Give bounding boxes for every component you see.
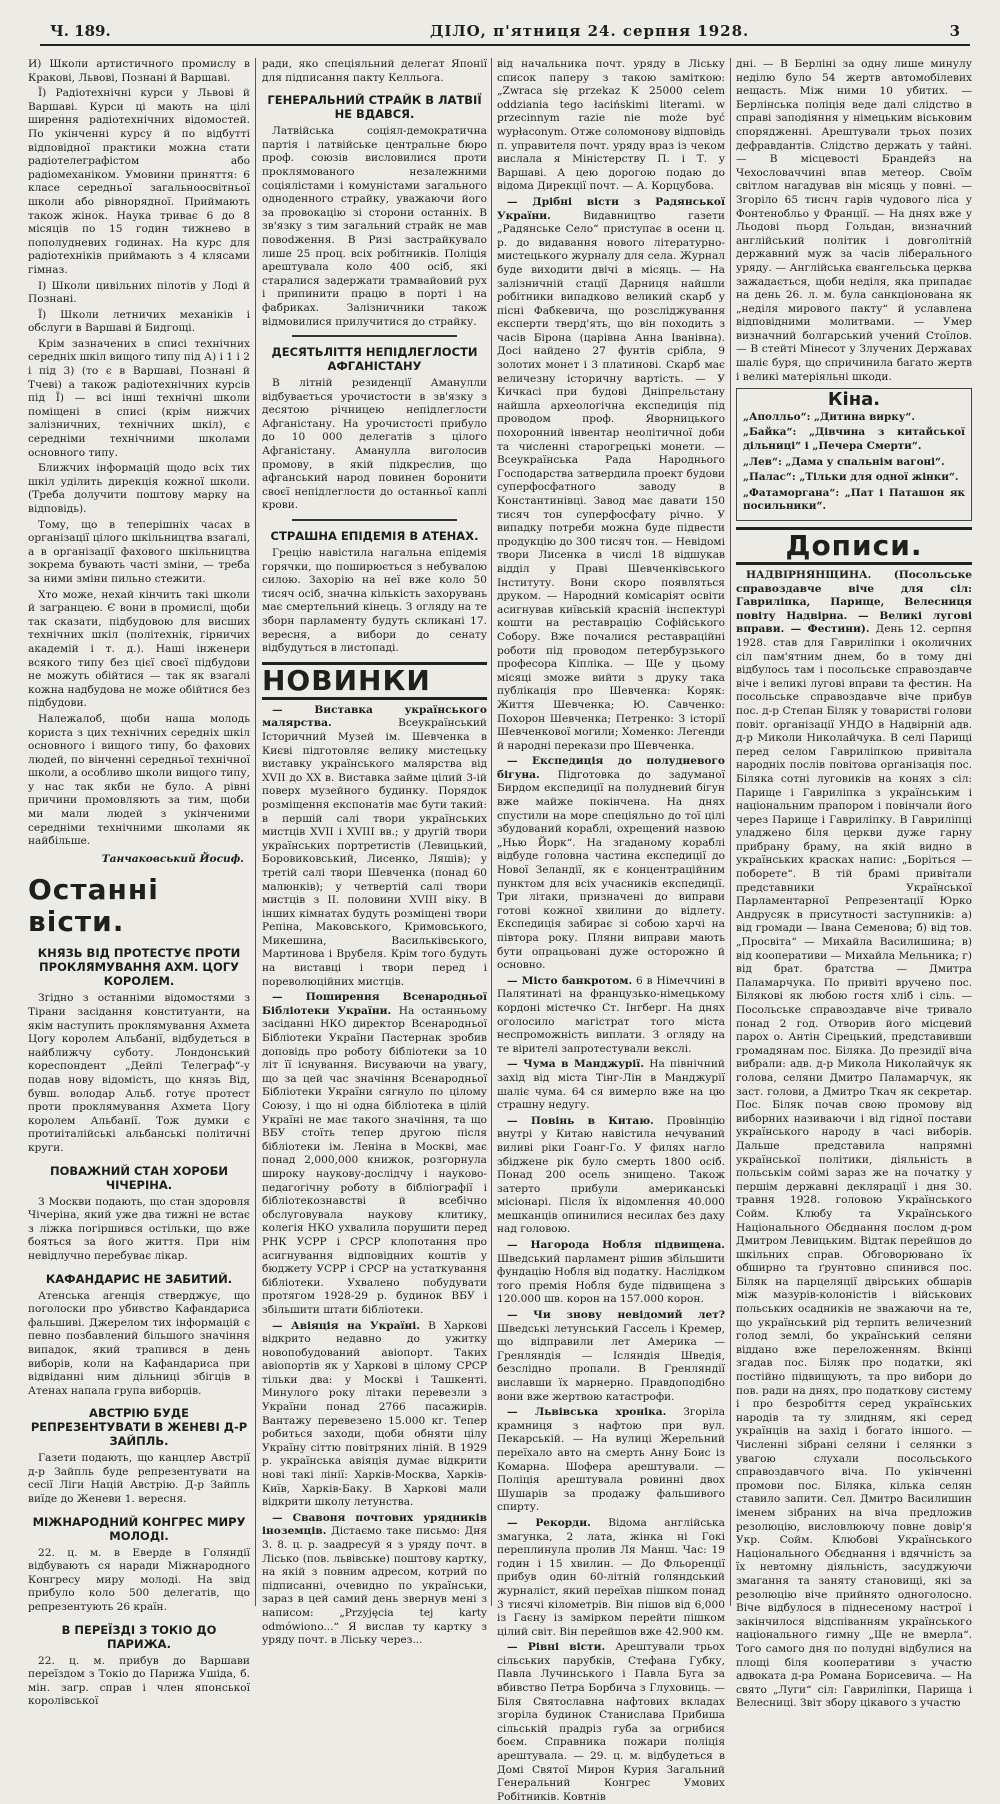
item-text: Підготовка до задуманої Бирдом експедиції на полудневий бігун вже майже покінчена. На днях спустили на море спеціяльно до тої цілі збудований кораблі, охрещений назвою „Нью Йорк“. На згаданому кораблі відбуде головна частина експедиції до Нової Зеландії, як є концентраційним пунктом для всіх учасників експедиції. Три літаки, призначені до виправи готові кожної хвилини до відлету. Експедиція забирає зі собою харчі на півтора року. Пляни виправи мають бути опрацьовані дуже осторожно й основно. — [497, 768, 725, 972]
item-text: Провінцію внутрі у Китаю навістила нечуваний виливі ріки Гоанг-Го. У филях нагло збіджене рік було смерть 1800 осіб. Понад 200 осель знищено. Також затерто прибули американські місіонарі. Після їх відомлення 40.000 мешканців опинилися несилах без даху над головою. — [497, 1114, 725, 1236]
item-text: Дістаємо таке письмо: Дня 3. 8. ц. р. заадресуй я з уряду почт. в Лісько (пов. львівське) поштову картку, на якій з повним адресом, котрий по підписанні, очевидно по українськи, зараз в цей самий день звернув мені з написом: „Przyjęcia tej karty odmówiono...“ Я вислав ту картку з уряду почт. в Ліську через... — [262, 1525, 488, 1647]
item-text: Видавництво газети „Радянське Село“ приступає в осени ц. р. до видавання нового літературно-мистецького журналу для села. Журнал буде виходити двічі в місяць. — На залізничній стації Дарниця найшли робітники випадково великий скарб у пісні Фабкевича, що розсліджування експерти тверд'ять, що він походить з часів Бірона (царівна Анна Іванівна). Досі найдено 27 фунтів срібла, 9 золотих монет і 3 платинові. Скарб має величезну історичну вартість. — У Кичкасі при будові Дніпрельстану найшла археологічна експедиція під проводом проф. Яворницького похоронний інвентар неолітичної доби та численні старогрецькі монети. — Всеукраїнська Рада Народнього Господарства затвердила проект будови суперфосфатного заводу в Константинівці. Завод має давати 150 тисяч тон суперфосфату річно. У випадку потреби можна буде підвести продукцію до 300 тисяч тон. — Невідомі твори Лисенка в числі 18 відшукав відділ у Праві Шевченківського Інституту. Вони скоро появляться друком. — Народний комісаріят освіти асигнував київській красній інспектурі кошти на реставрацію Софійського Собору. Вже почалися реставраційні роботи під проводом петербурзького професора Кіпліка. — Ще у цьому місяці зможе вийти з друку така публікація про Шевченка: Коряк: Життя Шевченка; Ю. Савченко: Похорон Шевченка; Петренко: З історії Шевченкової могили; Хоменко: Легенди й народні перекази про Шевченка. — [497, 209, 725, 752]
article-text: дні. — В Берліні за одну лише минулу неділю було 54 жертв автомобілевих нещасть. Між ними 10 убитих. — Берлінська поліція веде далі слідство в справі заподіяння у німецьким віськовим спорядженні. Арештували трьох позих дефравдантів. Слідство держать у тайні. — В місцевості Брандейз на Чехословаччині впав метеор. Своїм світлом нагадував він місяць у повні. — Згоріло 65 тиснч гарів чудового ліса у Фонтенобльо у Франції. — На днях вже у Льодові пьорд Гольдан, визначний англійський політик і довголітній державний муж за часів ліберального уряду. — Англійська євангельська церква зажадається, щоби неділя, яка припадає на день 26. л. м. була санкціонована як „неділя мирового пакту“ й уславлена відповідними молитвами. — Умер визначний болгарський учений Стоїлов. — В стейті Мінесот у Злучених Державах шаліє буря, що спричинила багато жертв і великі матеріяльні шкоди. — [736, 58, 972, 383]
item-text: Шведський парламент рішив збільшити фундацію Нобля від податку. Наслідком того премія Нобля буде підвищена з 120.000 шв. корон на 157.000 корон. — [497, 1252, 725, 1306]
item-text: Відома англійська змагунка, 2 лата, жінка ні Гокі переплинула пролив Ля Манш. Час: 19 годин і 15 хвилин. — До Фльоренції прибув один 60-літній голяндський журналіст, який переїхав пішком понад 3 тисячі кілометрів. Він пішов від 6,000 із Гаєну із замірком перейти пішком цілий світ. Він перейшов вже 42.900 км. — [497, 1516, 725, 1638]
page-number: 3 — [949, 22, 960, 40]
column-4 — [736, 58, 972, 1710]
paragraph: И) Школи артистичного промислу в Кракові, Львові, Познані й Варшаві. — [28, 58, 250, 84]
article-text: від начальника почт. уряду в Ліську список паперу з такою заміткою: „Zwraca się przekaz K 25000 celem oddziania tego łacińskimi literami. w przecinnym razie nie może być wypłaconym. Отже соломонову відповідь п. управителя почт. уряду враз із чеком вислала я Міністерству П. і Т. у Варшаві. А цею дорогою подаю до відома Дирекції почт. — А. Корцубова. — [497, 58, 725, 193]
item-text: Шведські летунський Гассель і Кремер, що відправили лет Америка — Гренляндія — Ісляндія Шведія, безслідно пропали. В Гренляндії виславши їх марнерно. Правдоподібно вони вже жертвою катастрофи. — [497, 1322, 725, 1403]
section-heading-latest-news: Останні вісти. — [28, 873, 159, 939]
article-headline: СТРАШНА ЕПІДЕМІЯ В АТЕНАХ. — [270, 529, 479, 544]
item-lead: — Рівні вісти. — [507, 1641, 606, 1654]
paragraph: Крім зазначених в списі технічних середніх шкіл вищого типу під А) і 1 і 2 і під 3) (то є в Варшаві, Познані й Тчеві) а також радіотехнічних курсів під Ї) — всі інші технічні школи поміщені в списі (крім нижчих залізничних, технічних шкіл), є середніми технічними школами основного типу. — [28, 337, 250, 459]
item-lead: — Експедиція до полудневого бігуна. — [497, 755, 725, 781]
article-text: Згідно з останніми відомостями з Тірани засідання конституанти, на якім наступить проклямування Ахмета Цогу королем Альбанії, відбудеться в найближчу суботу. Лондонський кореспондент „Дейлі Телеграф“-у подав нову відомість, що князь Від, бувш. володар Альб. готує протест проти проклямування Ахмета Цогу королем Альбанії. Тож думки є протиіталійські альбанські політичні круги. — [28, 992, 250, 1154]
cinema-listings — [736, 388, 972, 521]
article-text: Латвійська соціял-демократична партія і латвійське центральне бюро проф. союзів висловилися проти проклямованого незалежними соціялістами і комуністами загального одноденного страйку, уважаючи його за провокацію зі сторони останніх. В зв'язку з тим загальний страйк не мав повodження. В Ризі застрайкувало лише 25 проц. всіх робітників. Поліція арештувала коло 400 осіб, які старалися задержати трамвайовий рух і припинити працю в порті і на фабриках. Залізничники також відмовилися прилучитися до страйку. — [262, 125, 487, 328]
cinema-heading: Кіна. — [827, 389, 881, 411]
column-3 — [497, 58, 726, 1803]
article-text: Газети подають, що канцлер Австрії д-р Зайпль буде репрезентувати на сесії Ліги Націй Австрію. Д-р Зайпль виїде до Женеви 1. вересня. — [28, 1452, 250, 1506]
section-heading-novynky: НОВИНКИ — [262, 662, 487, 700]
item-lead: — Свавоня почтових урядників іноземців. — [262, 1511, 487, 1538]
column-2 — [262, 58, 488, 1647]
item-lead: — Чи знову невідомий лет? — [507, 1309, 725, 1322]
article-text: 22. ц. м. в Еверде в Голяндії відбувають ся наради Міжнародного Конгресу миру молоді. На звід прибуло коло 500 делегатів, що репрезентують 26 країн. — [28, 1546, 250, 1614]
column-rule — [255, 58, 256, 1606]
author-signature: Танчаковський Йосиф. — [101, 852, 244, 865]
cinema-listing: „Фатаморгана“: „Пат і Паташон як посильники“. — [743, 486, 965, 513]
divider — [292, 335, 457, 337]
item-text: В Харкові відкрито недавно до ужитку новопобудований авіопорт. Таких авіопортів як у Харкові в цілому СРСР тільки два: у Москві і Ташкенті. Минулого року літаки перевезли з України понад 2766 пасажирів. Вантажу перевезено 15.000 кг. Тепер робиться заходи, щоби обняти цілу Україну сіттю повітряних ліній. В 1929 р. українська авіяція думає відкрити нові такі лінії: Харків-Москва, Харків-Київ, Харків-Баку. В Харкові мали відкрити школу летунства. — [262, 1319, 487, 1509]
article-text: Грецію навістила нагальна епідемія горячки, що поширюється з небувалою силою. Захорію на неї вже коло 50 тисяч осіб, значна кількість захорувань має смертельний кінець. З огляду на те зборн парламенту будуть скликані 17. вересня, а вибори до сенату відбудуться в листопаді. — [262, 547, 487, 655]
article-headline: ДЕСЯТЬЛІТТЯ НЕПІДЛЕГЛОСТИ АФГАНІСТАНУ — [271, 345, 478, 374]
article-headline: АВСТРІЮ БУДЕ РЕПРЕЗЕНТУВАТИ В ЖЕНЕВІ Д-Р ЗАЙПЛЬ. — [30, 1406, 248, 1449]
item-lead: — Нагорода Нобля підвищена. — [507, 1239, 725, 1252]
column-1 — [28, 58, 250, 1708]
paragraph: Належалоб, щоби наша молодь користа з цих технічних середніх шкіл основного і вищого типу, бо фахових людей, по вінченні середньої технічної школи, а особливо школи вищого типу, у нас так якби не було. А рівні причини промовляють за тим, щоби ми мали людей з укінченими середніми технічними школами як найбільше. — [28, 712, 250, 848]
paragraph: Ї) Школи летничих механіків і обслуги в Варшаві й Бидгощі. — [28, 308, 250, 335]
item-lead: — Поширення Всенародньої Бібліотеки України. — [262, 991, 487, 1017]
paragraph: Ї) Радіотехнічні курси у Львові й Варшаві. Курси ці мають на цілі ширення радіотехнічних відомостей. По укінченні курсу й по відбутті відповідної практики можна стати радіотелеграфістом або радіомеханіком. Умовини приняття: 6 класе середньої загальноосвітньої школи або рівнорядної. Приймають також жінок. Наука триває 6 до 8 місяців по 15 годин тижнево в пополудневих годинах. На курс для радіотехніків приймають з 4 клясами гімназ. — [28, 87, 250, 276]
article-headline: МІЖНАРОДНИЙ КОНГРЕС МИРУ МОЛОДІ. — [32, 1514, 246, 1543]
article-headline: В ПЕРЕЇЗДІ З ТОКІО ДО ПАРИЖА. — [61, 1622, 217, 1651]
cinema-listing: „Лев“: „Дама у спальнім вагоні“. — [743, 455, 945, 468]
item-text: На останньому засіданні НКО директор Всенародньої Бібліотеки України Пастернак зробив доповідь про роботу бібліотеки за 10 літ її існування. Висуваючи на увагу, що за цей час значіння Всенародньої Бібліотеки України сягнуло по цілому Союзу, і що ні одна бібліотека в цілій Україні не має такого значіння, та що ВБУ стоїть тепер другою після бібліотеки ім. Леніна в Москві, має понад 2,000,000 книжок, розгорнула широку наукову-дослідчу і науково-педагогічну роботу в бібліографії і бібліотекознавстві й всебічно обслуговувала наукову клитику, колегія НКО ухвалила порушити перед РНК УСРР і СРСР клопотання про асигнування відповідних коштів у бюджету УСРР і СРСР на устаткування бібліотеки. Ухвалено побудувати протягом 1928-29 р. будинок ВБУ і збільшити штати бібліотеки. — [262, 1004, 487, 1316]
item-text: День 12. серпня 1928. став для Гавриліпки і околичних сіл пам'ятним днем, бо в тому дні відбулось там і посольське справоздавче віче і великі лугові вправи та фестин. На посольське справоздавче віче прибув пос. д-р Степан Біляк у товаристві голови повіт. організації УНДО в Надвірній адв. д-р Миколи Николайчука. В селі Парищі перед селом Гавриліпкою привітала народніх послів повітова організація пос. Біляка сотні луговиків на конях з сіл: Парище і Гавриліпка з українським і національним прапором і повінчали його через Парище і Гавриліпку. В Гавриліпці уладжено біля церкви дуже гарну прибрану браму, на якій видно в українських красках напис: „Боріться — поборете“. В тій брамі привітали представники Української Парламентарної Репрезентації Юрко Андрусяк в присутності заступників: а) від громади — Івана Семенова; б) від тов. „Просвіта“ — Михайла Василишина; в) від кооперативи — Михайла Мельника; г) від брат. братства — Дмитра Паламарчука. По привіті вручено пос. Білякові як любою гостя хліб і сіль. — Посольське справоздавче віче тривало понад 2 год. Отворив його місцевий парох о. Антін Сірецький, представивши громадянам пос. Біляка. До президії віча вибрали: адв. д-р Микола Николайчук як голова, селяни Дмитро Паламарчук, як заст. голови, а Дмитро Ткач як секретар. Пос. Біляк почав свою промову від виборних називаючи і від гідної постави українського народу в часі виборів. Дальше представила напрямні української політики, діяльність в польськім соймі зараз же на початку у першім державні деклярації і дня 30. травня 1928. головою Українського Сойм. Клюбу та Українського Національного Обєднання послом д-ром Дмитром Левицьким. Відтак перейшов до шкільних справ. Обговорювано їх обширно та ґрунтовно спинився пос. Біляк на парцеляції двірських обшарів між мазурів-колоністів і військових польських осадників не зважаючи на те, що український рід терпить величезний голод землі, бо український селяни віддано вже переложенням. Вкінці згадав пос. Біляк про податки, які постійно підвищують, та про вибори до пов. ради на днях, про податкову систему і про безробіття серед українських народів та ту злидням, які серед українців на захід і богато іншого. — Численні зібрані селяни і селянки з увагою слухали посольського справоздавчого віча. По укінченні промови пос. Біляка, кілька селян ставило запити. Сел. Дмитро Василишин іменем зібраних на віча предложив резолюцію, висловлюючу повне довір'я Укр. Сойм. Клюбові Українського Національного Обєднання і вдячність за їх невтомну діяльність, засуджуючи змагання та заняту становищі, які за резолюцію віче прийнято одноголосно. Віче відбулося в піднесеному настрої і закінчилося відспіванням українського національного гимну „Ще не вмерла“. Того самого дня по полудні відбулися на площі біля кооперативи з участю адвоката д-ра Романа Борисевича. — На свято „Луги“ сіл: Гавриліпки, Парища і Велесниці. Звіт збору цікавого з участю — [736, 623, 972, 1710]
article-text: З Москви подають, що стан здоровля Чічеріна, який уже два тижні не встає з ліжка погіршився остільки, що вже бояться за його життя. При нім невідлучно перебуває лікар. — [28, 1195, 250, 1262]
item-lead: — Місто банкротом. — [507, 974, 633, 987]
article-text: В літній резиденції Аманулли відбувається урочистости в зв'язку з десятою річницею непідлеглости Афганістану. На урочистості прибуло до 10 000 делегатів з цілого Афганістану. Аманулла виголосив промову, в якій підкреслив, що афганський народ повинен боронити своєї непідлеглости до останньої каплі крови. — [262, 377, 487, 512]
item-text: Всеукраїнський Історичний Музей ім. Шевченка в Києві підготовляє велику мистецьку виставку українського малярства від XVII до XX в. Виставка займе цілий 3-ій поверх музейного будинку. Порядок розміщення експонатів має бути такий: в першій салі твори українських мистців XVII і XVIII вв.; у другій твори українських портретистів (Левицький, Боровиковський, Лисенко, Ляшів); у третій салі твори Шевченка (понад 60 малюнків); у четвертій салі твори мистців з II. половини XVIII віку. В інших кімнатах будуть розміщені твори Репіна, Маковського, Кримовського, Микешина, Васильківського, Мартинова і Врубеля. Крім того будуть на виставці і твори перед і пореволюційних мистців. — [262, 717, 487, 988]
cinema-listing: „Палас“: „Тільки для одної жінки“. — [743, 471, 959, 484]
cinema-listing: „Аполльо“: „Дитина вирку“. — [743, 410, 916, 423]
item-text: Арештували трьох сільських парубків, Стефана Губку, Павла Лучинського і Павла Буга за вбивство Петра Борбича з Глуховиць. — Біля Святославна нафтових вкладах згоріла будинок Станислава Прибиша сільській прадріз губа за огрибися боєм. Справника пожари поліція арештувала. — 29. ц. м. відбудеться в Домі Святої Мирон Курия Загальний Генеральний Конгрес Умових Робітників. Ковтнів — [497, 1641, 726, 1803]
item-lead: — Виставка українського малярства. — [262, 703, 487, 730]
item-lead: — Повінь в Китаю. — [507, 1114, 654, 1127]
paragraph: Тому, що в теперішніх часах в організації цілого шкільництва взагалі, а в організації фахового шкільництва зокрема бувають часті зміни, — треба за ними зміни пильно стежити. — [28, 518, 250, 585]
article-text: Атенська агенція стверджує, що поголоски про убивство Кафандариса фальшиві. Джерелом тих інформацій є певно позбавлений більшого значіння випадок, який трапився в день виборів, коли на Кафандариса при відвіданні ним дільниці збігців в Атенах напала група виборців. — [28, 1289, 250, 1397]
article-headline: КАФАНДАРИС НЕ ЗАБИТИЙ. — [45, 1271, 233, 1286]
item-lead: — Авіяція на Україні. — [272, 1319, 420, 1332]
issue-number: Ч. 189. — [50, 22, 111, 40]
item-lead: — Дрібні вісти з Радянської України. — [497, 195, 725, 222]
article-text: ради, яко спеціяльний делегат Японії для підписання пакту Келльога. — [262, 58, 487, 84]
paragraph: Хто може, нехай кінчить такі школи й загранцею. Є вони в промислі, щоби так сказати, підбудовою для висших технічних шкіл (політехнік, гірничих академій і т. д.). Наші інженери всякого типу без цієї своєї підбудови не можуть обійтися — так як взагалі кожна надбудова не може обійтися без підбудови. — [28, 588, 250, 710]
item-text: На північний захід від міста Тінг-Лін в Манджурії шаліє чума. 64 ся вимерло вже на цю страшну недугу. — [497, 1058, 725, 1112]
paragraph: І) Школи цивільних пілотів у Лоді й Познані. — [28, 279, 250, 306]
item-lead: НАДВІРНЯНЩИНА. (Посольське справоздавче віче для сіл: Гавриліпка, Парище, Велесниця повіту Надвірна. — Великі лугові вправи. — Фестини). — [736, 569, 972, 636]
column-rule — [730, 58, 731, 1606]
newspaper-title-date: ДІЛО, п'ятниця 24. серпня 1928. — [430, 22, 750, 40]
article-headline: ПОВАЖНИЙ СТАН ХОРОБИ ЧІЧЕРІНА. — [49, 1163, 229, 1192]
article-headline: КНЯЗЬ ВІД ПРОТЕСТУЄ ПРОТИ ПРОКЛЯМУВАННЯ АХМ. ЦОГУ КОРОЛЕМ. — [37, 946, 241, 989]
article-headline: ГЕНЕРАЛЬНИЙ СТРАЙК В ЛАТВІЇ НЕ ВДАВСЯ. — [267, 93, 482, 122]
item-text: Згоріла крамниця з нафтою при вул. Пекарській. — На вулиці Жерельний переїхало авто на смерть Анну Боис із Комарна. Шофера арештували. — Поліція арештувала ровинні двох Шушарів за продажу фальшивого спирту. — [497, 1406, 726, 1514]
column-rule — [491, 58, 492, 1606]
article-text: 22. ц. м. прибув до Варшави переїздом з Токіо до Парижа Ушіда, б. мін. загр. справ і член японської королівської — [28, 1654, 250, 1708]
masthead — [40, 20, 970, 46]
item-text: 6 в Німеччині в Палятинаті на французько-німецькому кордоні містечко Ст. Інгберг. На днях оголосило магістрат того міста неспроможність виплати. З огляду на те вірителі запротестували векслі. — [497, 974, 725, 1055]
divider — [292, 519, 457, 521]
cinema-listing: „Байка“: „Дівчина з китайської дільниці“ і „Печера Смерти“. — [743, 426, 965, 453]
section-heading-dopysy: Дописи. — [736, 527, 972, 565]
item-lead: — Рекорди. — [507, 1516, 591, 1529]
paragraph: Ближчих інформацій щодо всіх тих шкіл уділить дирекція кожної школи. (Треба долучити поштову марку на відповідь). — [28, 462, 250, 515]
item-lead: — Львівська хроніка. — [507, 1406, 667, 1419]
item-lead: — Чума в Манджурії. — [507, 1058, 645, 1071]
